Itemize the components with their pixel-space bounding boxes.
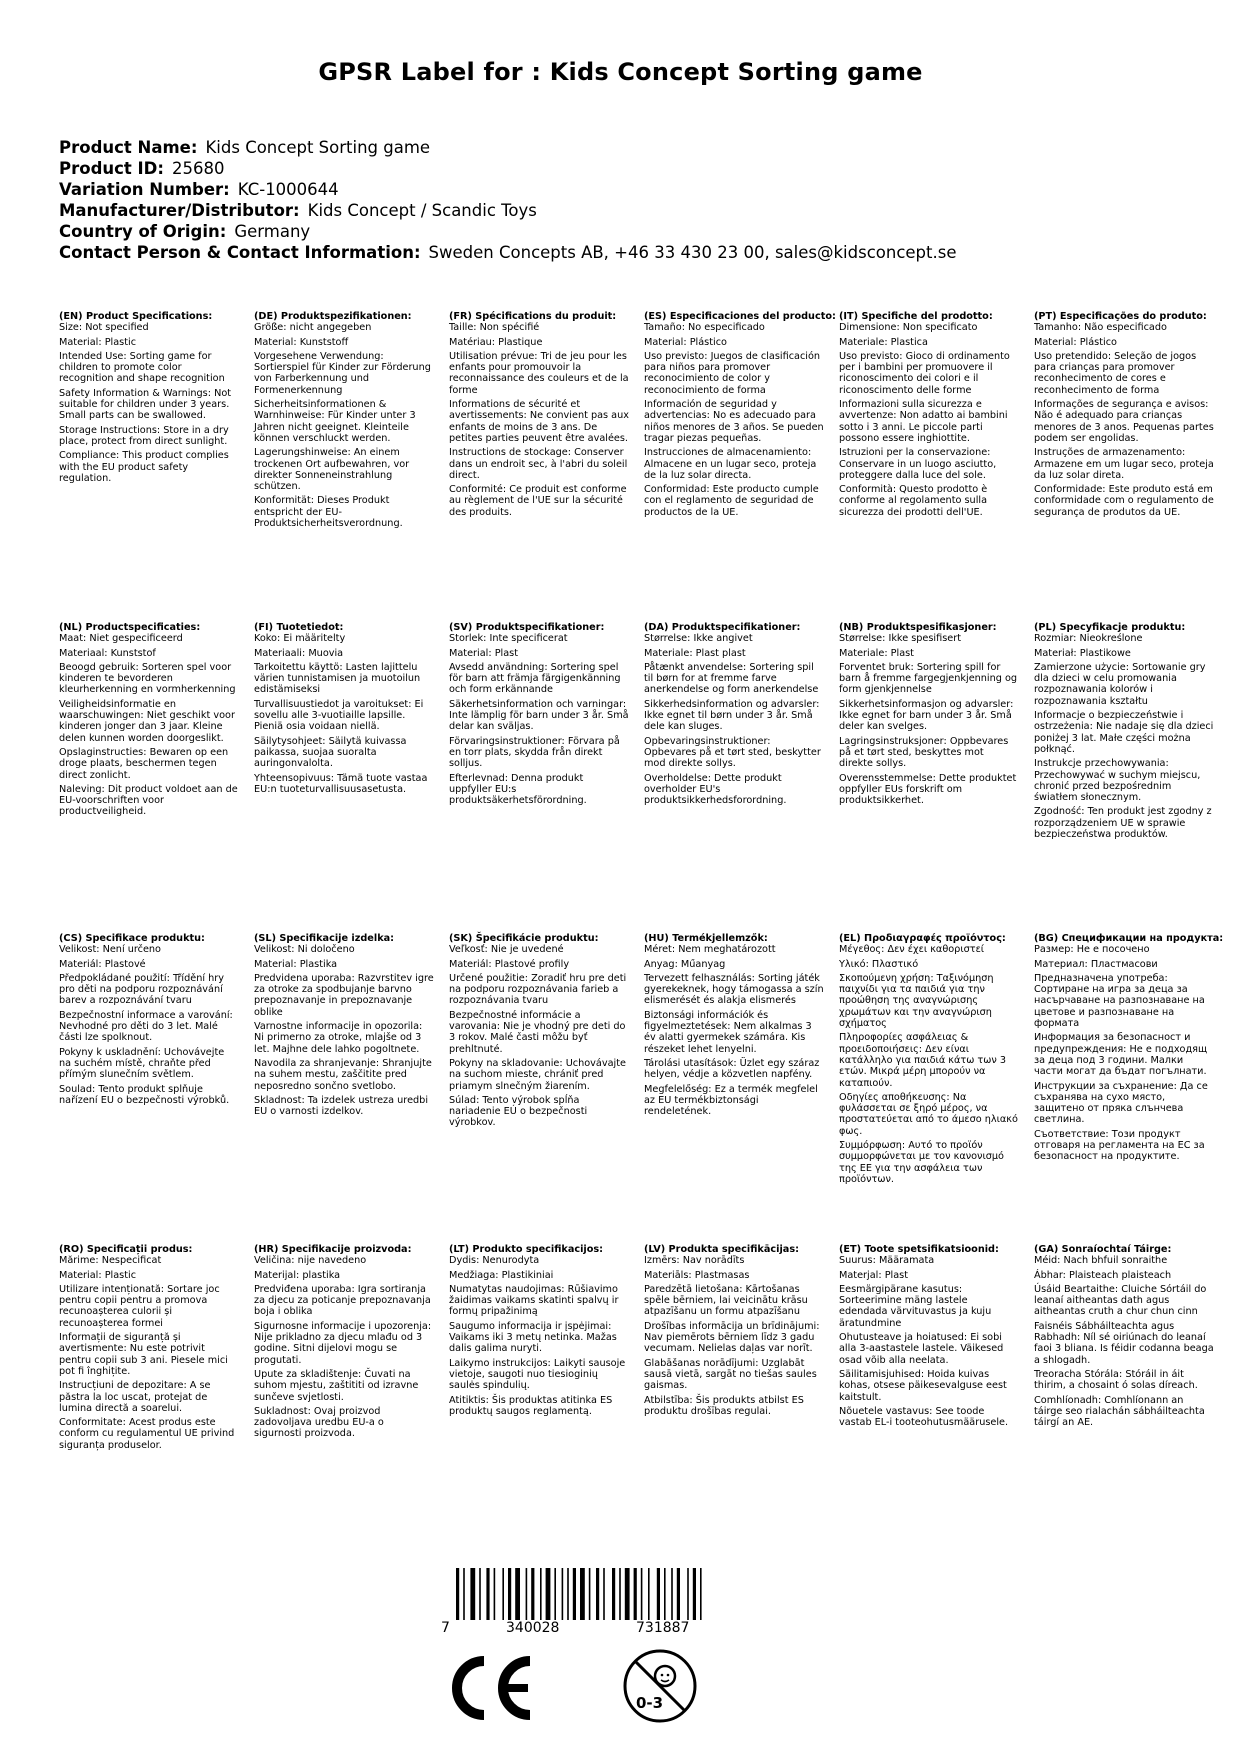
spec-line: Overholdelse: Dette produkt overholder EU's produktsikkerhedsforordning.: [644, 772, 787, 807]
barcode-bar: [470, 1568, 475, 1620]
barcode-bar: [648, 1568, 650, 1620]
spec-heading: (LT) Produkto specifikacijos:: [449, 1244, 604, 1255]
spec-block: [449, 1244, 629, 1420]
ce-mark-icon: [450, 1655, 534, 1721]
info-value: Germany: [234, 222, 311, 241]
spec-line: Größe: nicht angegeben: [254, 322, 372, 334]
info-value: Kids Concept / Scandic Toys: [307, 201, 537, 220]
spec-line: Méret: Nem meghatározott: [644, 944, 776, 956]
spec-heading: (IT) Specifiche del prodotto:: [839, 311, 993, 322]
spec-line: Størrelse: Ikke spesifisert: [839, 633, 962, 645]
spec-line: Tárolási utasítások: Üzlet egy száraz helyen, védje a közvetlen napfény.: [644, 1057, 820, 1081]
spec-line: Taille: Non spécifié: [449, 322, 540, 334]
spec-line: Vorgesehene Verwendung: Sortierspiel für Kinder zur Förderung von Farberkennung und Formenerkennung: [254, 350, 431, 396]
spec-line: Informații de siguranță și avertismente: Nu este potrivit pentru copii sub 3 ani. Piesele mici pot fi înghițite.: [59, 1332, 228, 1377]
spec-line: Skladnost: Ta izdelek ustreza uredbi EU o varnosti izdelkov.: [254, 1094, 429, 1118]
spec-block: [59, 1244, 239, 1454]
spec-heading: (EN) Product Specifications:: [59, 311, 213, 322]
spec-block: [1034, 311, 1214, 521]
spec-line: Información de seguridad y advertencias: No es adecuado para niños menores de 3 años. Se pueden tragar piezas pequeñas.: [644, 399, 824, 444]
info-row: [59, 200, 956, 221]
spec-line: Laikymo instrukcijos: Laikyti sausoje vietoje, saugoti nuo tiesioginių saulės spindulių.: [449, 1357, 626, 1392]
spec-heading: (PT) Especificações do produto:: [1034, 311, 1207, 322]
product-info: [59, 137, 956, 263]
spec-block: [449, 933, 629, 1132]
barcode-bar: [540, 1568, 542, 1620]
spec-line: Rozmiar: Nieokreślone: [1034, 633, 1143, 645]
spec-line: Upute za skladištenje: Čuvati na suhom mjestu, zaštititi od izravne sunčeve svjetlosti.: [254, 1368, 419, 1403]
spec-line: Uso previsto: Juegos de clasificación para niños para promover reconocimiento de color y reconocimiento de forma: [644, 350, 821, 396]
spec-line: Οδηγίες αποθήκευσης: Να φυλάσσεται σε ξηρό μέρος, να προστατεύεται από το άμεσο ηλιακό φως.: [839, 1091, 1018, 1137]
spec-line: Utilizare intenționată: Sortare joc pentru copii pentru a promova recunoașterea culorii și recunoașterea formei: [59, 1283, 220, 1329]
spec-line: Materiaal: Kunststof: [59, 647, 156, 659]
barcode-bar: [693, 1568, 696, 1620]
info-row: [59, 137, 956, 158]
barcode-bar: [677, 1568, 680, 1620]
spec-line: Úsáid Beartaithe: Cluiche Sórtáil do leanaí aitheantas dath agus aitheantas cruth a chur chun cinn: [1034, 1283, 1207, 1318]
spec-heading: (HR) Specifikacije proizvoda:: [254, 1244, 412, 1255]
spec-block: [59, 311, 239, 487]
barcode-bars-icon: [436, 1568, 736, 1620]
spec-line: Информация за безопасност и предупреждения: Не е подходящ за деца под 3 години. Малки части могат да бъдат погълнати.: [1034, 1032, 1208, 1078]
spec-line: Zgodność: Ten produkt jest zgodny z rozporządzeniem UE w sprawie bezpieczeństwa produktów.: [1034, 806, 1212, 841]
barcode-bar: [641, 1568, 643, 1620]
spec-heading: (RO) Specificații produs:: [59, 1244, 193, 1255]
spec-line: Materiale: Plastica: [839, 336, 928, 348]
spec-line: Υλικό: Πλαστικό: [839, 958, 919, 970]
spec-block: [254, 1244, 434, 1443]
spec-block: [449, 622, 629, 809]
barcode-bar: [580, 1568, 585, 1620]
spec-line: Predviđena uporaba: Igra sortiranja za djecu za poticanje prepoznavanja boja i oblika: [254, 1283, 431, 1318]
barcode: [436, 1568, 736, 1638]
spec-line: Naleving: Dit product voldoet aan de EU-voorschriften voor productveiligheid.: [59, 783, 238, 818]
spec-line: Bezpečnostní informace a varování: Nevhodné pro děti do 3 let. Malé části lze spolknout.: [59, 1009, 233, 1044]
barcode-bar: [515, 1568, 520, 1620]
spec-line: Méid: Nach bhfuil sonraithe: [1034, 1255, 1168, 1267]
spec-heading: (GA) Sonraíochtaí Táirge:: [1034, 1244, 1172, 1255]
spec-line: Conformitate: Acest produs este conform cu regulamentul UE privind siguranța produselor.: [59, 1417, 235, 1451]
spec-block: [839, 311, 1019, 521]
spec-line: Размер: Не е посочено: [1034, 944, 1150, 956]
spec-line: Navodila za shranjevanje: Shranjujte na suhem mestu, zaščitite pred neposredno sončno svetlobo.: [254, 1057, 432, 1092]
spec-line: Conformité: Ce produit est conforme au règlement de l'UE sur la sécurité des produits.: [449, 484, 627, 518]
spec-line: Materiale: Plast: [839, 647, 914, 659]
spec-line: Materiál: Plastové: [59, 958, 146, 970]
spec-line: Material: Plástico: [644, 336, 727, 348]
info-value: 25680: [171, 159, 225, 178]
spec-line: Beoogd gebruik: Sorteren spel voor kinderen te bevorderen kleurherkenning en vormherkenning: [59, 661, 236, 696]
info-row: [59, 158, 956, 179]
spec-line: Storage Instructions: Store in a dry place, protect from direct sunlight.: [59, 424, 229, 447]
spec-heading: (NB) Produktspesifikasjoner:: [839, 622, 997, 633]
spec-line: Sikkerhetsinformasjon og advarsler: Ikke egnet for barn under 3 år. Små deler kan svelges.: [839, 698, 1014, 733]
spec-line: Material: Plast: [449, 647, 519, 659]
barcode-bar: [657, 1568, 660, 1620]
spec-line: Μέγεθος: Δεν έχει καθοριστεί: [839, 944, 985, 956]
spec-line: Súlad: Tento výrobok spĺňa nariadenie EÚ o bezpečnosti výrobkov.: [449, 1094, 588, 1129]
spec-line: Informações de segurança e avisos: Não é adequado para crianças menores de 3 anos. Pequenas partes podem ser engolidas.: [1034, 399, 1214, 444]
not-for-under-3-icon: [622, 1648, 698, 1724]
spec-heading: (EL) Προδιαγραφές προϊόντος:: [839, 933, 1006, 944]
barcode-bar: [554, 1568, 556, 1620]
spec-block: [1034, 933, 1224, 1166]
info-row: [59, 221, 956, 242]
info-label: Manufacturer/Distributor:: [59, 201, 300, 220]
barcode-digits-middle: 340028: [506, 1620, 560, 1636]
spec-line: Lagringsinstruksjoner: Oppbevares på et tørt sted, beskyttes mot direkte sollys.: [839, 735, 1009, 770]
spec-line: Materiaali: Muovia: [254, 647, 344, 659]
spec-line: Sukladnost: Ovaj proizvod zadovoljava uredbu EU-a o sigurnosti proizvoda.: [254, 1405, 384, 1440]
spec-line: Atbilstība: Šis produkts atbilst ES produktu drošības regulai.: [644, 1394, 804, 1417]
spec-line: Drošības informācija un brīdinājumi: Nav piemērots bērniem līdz 3 gadu vecumam. Nelielas daļas var norīt.: [644, 1320, 820, 1355]
spec-line: Instrukcje przechowywania: Przechowywać w suchym miejscu, chronić przed bezpośrednim światłem słonecznym.: [1034, 758, 1201, 804]
spec-line: Yhteensopivuus: Tämä tuote vastaa EU:n tuoteturvallisuusasetusta.: [254, 772, 428, 795]
age-label: 0-3: [636, 1694, 664, 1712]
spec-line: Предназначена употреба: Сортиране на игра за деца за насърчаване на разпознаване на цветове и разпознаване на формата: [1034, 972, 1205, 1030]
info-row: [59, 179, 956, 200]
spec-line: Materiale: Plast plast: [644, 647, 746, 659]
barcode-bar: [625, 1568, 630, 1620]
spec-line: Instrucțiuni de depozitare: A se păstra la loc uscat, protejat de lumina directă a soarelui.: [59, 1380, 211, 1414]
spec-line: Paredzētā lietošana: Kārtošanas spēle bērniem, lai veicinātu krāsu atpazīšanu un formu atpazīšanu: [644, 1283, 808, 1318]
barcode-bar: [671, 1568, 673, 1620]
spec-line: Pokyny na skladovanie: Uchovávajte na suchom mieste, chrániť pred priamym slnečným žiarením.: [449, 1057, 626, 1092]
page-title: GPSR Label for : Kids Concept Sorting game: [318, 58, 923, 86]
spec-line: Předpokládané použití: Třídění hry pro děti na podporu rozpoznávání barev a rozpoznávání tvaru: [59, 972, 224, 1007]
spec-line: Uso previsto: Gioco di ordinamento per i bambini per promuovere il riconoscimento dei colori e il riconoscimento delle forme: [839, 350, 1010, 396]
spec-block: [59, 622, 239, 821]
spec-line: Materjal: Plast: [839, 1269, 909, 1281]
spec-block: [254, 622, 434, 798]
barcode-bar: [486, 1568, 489, 1620]
spec-heading: (FR) Spécifications du produit:: [449, 311, 617, 322]
spec-block: [449, 311, 629, 521]
spec-line: Treoracha Stórála: Stóráil in áit thirim, a chosaint ó solas díreach.: [1034, 1368, 1198, 1392]
spec-line: Material: Plastika: [254, 958, 338, 970]
spec-block: [59, 933, 239, 1109]
spec-heading: (DA) Produktspecifikationer:: [644, 622, 801, 633]
spec-block: [1034, 1244, 1214, 1431]
barcode-bar: [596, 1568, 599, 1620]
barcode-bar: [619, 1568, 621, 1620]
spec-block: [644, 933, 824, 1120]
spec-line: Σκοπούμενη χρήση: Ταξινόμηση παιχνίδι για τα παιδιά για την προώθηση της αναγνώρισης χρωμάτων και την αναγνώριση σχήματος: [839, 972, 994, 1030]
spec-heading: (DE) Produktspezifikationen:: [254, 311, 412, 322]
spec-line: Opslaginstructies: Bewaren op een droge plaats, beschermen tegen direct zonlicht.: [59, 746, 229, 781]
spec-line: Istruzioni per la conservazione: Conservare in un luogo asciutto, proteggere dalla luce del sole.: [839, 447, 997, 481]
info-label: Country of Origin:: [59, 222, 227, 241]
spec-line: Veľkosť: Nie je uvedené: [449, 944, 564, 956]
spec-heading: (SV) Produktspecifikationer:: [449, 622, 605, 633]
spec-line: Utilisation prévue: Tri de jeu pour les enfants pour promouvoir la reconnaissance des couleurs et de la forme: [449, 350, 629, 396]
spec-line: Mărime: Nespecificat: [59, 1255, 162, 1267]
spec-line: Dimensione: Non specificato: [839, 322, 978, 334]
spec-line: Informacje o bezpieczeństwie i ostrzeżenia: Nie nadaje się dla dzieci poniżej 3 lat. Małe części można połknąć.: [1034, 710, 1214, 755]
barcode-bar: [700, 1568, 702, 1620]
spec-line: Biztonsági információk és figyelmeztetések: Nem alkalmas 3 év alatti gyermekek számára. Kis részeket lehet lenyelni.: [644, 1009, 812, 1055]
spec-line: Matériau: Plastique: [449, 336, 543, 348]
barcode-bar: [562, 1568, 564, 1620]
info-value: Kids Concept Sorting game: [205, 138, 431, 157]
spec-line: Suurus: Määramata: [839, 1255, 935, 1267]
spec-line: Avsedd användning: Sortering spel för barn att främja färgigenkänning och form erkännande: [449, 661, 621, 696]
spec-line: Veličina: nije navedeno: [254, 1255, 367, 1267]
spec-line: Forventet bruk: Sortering spill for barn å fremme fargegjenkjenning og form gjenkjennelse: [839, 661, 1018, 696]
spec-line: Varnostne informacije in opozorila: Ni primerno za otroke, mlajše od 3 let. Majhne dele lahko pogoltnete.: [254, 1021, 423, 1055]
spec-heading: (LV) Produkta specifikācijas:: [644, 1244, 799, 1255]
spec-line: Conformità: Questo prodotto è conforme al regolamento sulla sicurezza dei prodotti dell'UE.: [839, 484, 988, 518]
spec-line: Velikost: Není určeno: [59, 944, 161, 956]
barcode-bar: [546, 1568, 551, 1620]
spec-line: Megfelelőség: Ez a termék megfelel az EU termékbiztonsági rendeletének.: [644, 1083, 818, 1118]
spec-block: [1034, 622, 1214, 843]
spec-line: Dydis: Nenurodyta: [449, 1255, 540, 1267]
spec-block: [839, 933, 1019, 1188]
spec-line: Anyag: Műanyag: [644, 958, 726, 970]
barcode-bar: [456, 1568, 459, 1620]
spec-line: Størrelse: Ikke angivet: [644, 633, 753, 645]
spec-line: Velikost: Ni določeno: [254, 944, 355, 956]
spec-block: [254, 933, 434, 1120]
spec-line: Material: Plastic: [59, 336, 137, 348]
spec-line: Instrucciones de almacenamiento: Almacene en un lugar seco, proteja de la luz solar directa.: [644, 447, 817, 481]
barcode-bar: [479, 1568, 481, 1620]
spec-line: Glabāšanas norādījumi: Uzglabāt sausā vietā, sargāt no tiešas saules gaismas.: [644, 1357, 817, 1392]
spec-line: Påtænkt anvendelse: Sortering spil til børn for at fremme farve anerkendelse og form anerkendelse: [644, 661, 819, 696]
spec-line: Numatytas naudojimas: Rūšiavimo žaidimas vaikams skatinti spalvų ir formų pripažinimą: [449, 1283, 619, 1318]
spec-line: Informations de sécurité et avertissements: Ne convient pas aux enfants de moins de 3 ans. De petites parties peuvent être avalées.: [449, 399, 629, 444]
spec-line: Efterlevnad: Denna produkt uppfyller EU:s produktsäkerhetsförordning.: [449, 772, 587, 807]
spec-heading: (HU) Termékjellemzők:: [644, 933, 768, 944]
info-label: Product Name:: [59, 138, 198, 157]
info-label: Variation Number:: [59, 180, 230, 199]
spec-line: Informazioni sulla sicurezza e avvertenze: Non adatto ai bambini sotto i 3 anni. Le piccole parti possono essere inghiottite.: [839, 399, 1008, 444]
spec-line: Πληροφορίες ασφάλειας & προειδοποιήσεις: Δεν είναι κατάλληλο για παιδιά κάτω των 3 ετών. Μικρά μέρη μπορούν να καταπιούν.: [839, 1032, 1007, 1089]
spec-line: Zamierzone użycie: Sortowanie gry dla dzieci w celu promowania rozpoznawania kolorów i rozpoznawania kształtu: [1034, 661, 1206, 707]
spec-heading: (NL) Productspecificaties:: [59, 622, 201, 633]
spec-line: Materijal: plastika: [254, 1269, 341, 1281]
spec-line: Opbevaringsinstruktioner: Opbevares på et tørt sted, beskytter mod direkte sollys.: [644, 735, 821, 770]
barcode-bar: [664, 1568, 666, 1620]
spec-line: Určené použitie: Zoradiť hru pre deti na podporu rozpoznávania farieb a rozpoznávania tvaru: [449, 972, 627, 1007]
spec-line: Ohutusteave ja hoiatused: Ei sobi alla 3-aastastele lastele. Väikesed osad võib alla neelata.: [839, 1332, 1004, 1366]
spec-line: Materiál: Plastové profily: [449, 958, 570, 970]
spec-line: Материал: Пластмасови: [1034, 958, 1158, 970]
spec-line: Säilitamisjuhised: Hoida kuivas kohas, otsese päikesevalguse eest kaitstult.: [839, 1368, 1007, 1403]
spec-heading: (PL) Specyfikacje produktu:: [1034, 622, 1186, 633]
spec-heading: (CS) Specifikace produktu:: [59, 933, 205, 944]
spec-line: Uso pretendido: Seleção de jogos para crianças para promover reconhecimento de cores e reconhecimento de forma: [1034, 350, 1197, 396]
spec-heading: (BG) Спецификации на продукта:: [1034, 933, 1224, 944]
barcode-bar: [531, 1568, 534, 1620]
spec-line: Sikkerhedsinformation og advarsler: Ikke egnet til børn under 3 år. Små dele kan sluges.: [644, 698, 820, 733]
spec-line: Size: Not specified: [59, 322, 149, 334]
spec-line: Tarkoitettu käyttö: Lasten lajittelu värien tunnistamisen ja muotoilun edistämiseksi: [254, 661, 421, 696]
barcode-bar: [494, 1568, 496, 1620]
spec-line: Instruções de armazenamento: Armazene em um lugar seco, proteja da luz solar direta.: [1034, 447, 1214, 481]
barcode-bar: [634, 1568, 637, 1620]
spec-line: Συμμόρφωση: Αυτό το προϊόν συμμορφώνεται με τον κανονισμό της ΕΕ για την ασφάλεια των προϊόντων.: [839, 1140, 1004, 1185]
spec-line: Pokyny k uskladnění: Uchovávejte na suchém místě, chraňte před přímým slunečním světlem.: [59, 1046, 225, 1081]
spec-line: Lagerungshinweise: An einem trockenen Ort aufbewahren, vor direkter Sonneneinstrahlung schützen.: [254, 447, 410, 493]
spec-line: Съответствие: Този продукт отговаря на регламента на ЕС за безопасност на продуктите.: [1034, 1128, 1205, 1163]
spec-line: Sigurnosne informacije i upozorenja: Nije prikladno za djecu mlađu od 3 godine. Sitni dijelovi mogu se progutati.: [254, 1320, 432, 1366]
info-label: Contact Person & Contact Information:: [59, 243, 421, 262]
barcode-bar: [687, 1568, 689, 1620]
spec-line: Maat: Niet gespecificeerd: [59, 633, 183, 645]
barcode-bar: [463, 1568, 465, 1620]
spec-block: [839, 1244, 1019, 1431]
spec-line: Compliance: This product complies with the EU product safety regulation.: [59, 450, 229, 484]
barcode-bar: [612, 1568, 615, 1620]
spec-block: [644, 311, 836, 521]
spec-line: Tamaño: No especificado: [644, 322, 765, 334]
spec-line: Förvaringsinstruktioner: Förvara på en torr plats, skydda från direkt solljus.: [449, 735, 620, 770]
spec-line: Ábhar: Plaisteach plaisteach: [1034, 1269, 1172, 1281]
spec-heading: (FI) Tuotetiedot:: [254, 622, 344, 633]
spec-line: Overensstemmelse: Dette produktet oppfyller EUs forskrift om produktsikkerhet.: [839, 772, 1017, 807]
barcode-bar: [573, 1568, 576, 1620]
spec-line: Nõuetele vastavus: See toode vastab EL-i tooteohutusmäärusele.: [839, 1405, 1009, 1429]
spec-line: Safety Information & Warnings: Not suitable for children under 3 years. Small parts can be swallowed.: [59, 387, 232, 422]
spec-line: Bezpečnostné informácie a varovania: Nie je vhodný pre deti do 3 rokov. Malé časti môžu byť prehltnuté.: [449, 1009, 626, 1055]
spec-line: Material: Plástico: [1034, 336, 1117, 348]
spec-line: Инструкции за съхранение: Да се съхранява на сухо място, защитено от пряка слънчева светлина.: [1034, 1080, 1208, 1126]
spec-line: Conformidade: Este produto está em conformidade com o regulamento de segurança de produtos da UE.: [1034, 484, 1214, 518]
spec-line: Atitiktis: Šis produktas atitinka ES produktų saugos reglamentą.: [449, 1394, 613, 1417]
info-label: Product ID:: [59, 159, 164, 178]
spec-line: Storlek: Inte specificerat: [449, 633, 568, 645]
barcode-bar: [508, 1568, 511, 1620]
spec-line: Veiligheidsinformatie en waarschuwingen: Niet geschikt voor kinderen jonger dan 3 jaar. Kleine delen kunnen worden doorgeslikt.: [59, 698, 235, 744]
spec-line: Material: Plastic: [59, 1269, 137, 1281]
spec-block: [254, 311, 434, 532]
spec-line: Materiał: Plastikowe: [1034, 647, 1131, 659]
spec-line: Konformität: Dieses Produkt entspricht der EU-Produktsicherheitsverordnung.: [254, 495, 403, 530]
spec-line: Predvidena uporaba: Razvrstitev igre za otroke za spodbujanje barvno prepoznavanje in prepoznavanje oblike: [254, 972, 434, 1018]
spec-block: [644, 622, 824, 809]
info-row: [59, 242, 956, 263]
spec-line: Säkerhetsinformation och varningar: Inte lämplig för barn under 3 år. Små delar kan sväljas.: [449, 698, 629, 733]
spec-line: Faisnéis Sábháilteachta agus Rabhadh: Níl sé oiriúnach do leanaí faoi 3 bliana. Is féidir codanna beaga a shlogadh.: [1034, 1320, 1214, 1366]
spec-line: Eesmärgipärane kasutus: Sorteerimine mäng lastele edendada värvituvastus ja kuju äratundmine: [839, 1283, 992, 1329]
spec-line: Sicherheitsinformationen & Warnhinweise: Für Kinder unter 3 Jahren nicht geeignet. Kleinteile können verschluckt werden.: [254, 399, 416, 444]
info-value: Sweden Concepts AB, +46 33 430 23 00, sales@kidsconcept.se: [428, 243, 957, 262]
barcode-bar: [502, 1568, 504, 1620]
spec-line: Materiāls: Plastmasas: [644, 1269, 750, 1281]
spec-line: Medžiaga: Plastikiniai: [449, 1269, 554, 1281]
spec-heading: (ES) Especificaciones del producto:: [644, 311, 836, 322]
spec-block: [839, 622, 1019, 809]
spec-line: Koko: Ei määritelty: [254, 633, 346, 645]
spec-line: Izmērs: Nav norādīts: [644, 1255, 745, 1267]
barcode-bar: [526, 1568, 528, 1620]
spec-heading: (SK) Špecifikácie produktu:: [449, 933, 599, 944]
barcode-bar: [567, 1568, 569, 1620]
barcode-digit-first: 7: [441, 1620, 450, 1636]
spec-line: Turvallisuustiedot ja varoitukset: Ei sovellu alle 3-vuotiaille lapsille. Pieniä osia voidaan niellä.: [254, 698, 424, 733]
spec-line: Tervezett felhasználás: Sorting játék gyerekeknek, hogy támogassa a szín elismerését és alakja elismerés: [644, 972, 824, 1007]
spec-line: Conformidad: Este producto cumple con el reglamento de seguridad de productos de la UE.: [644, 484, 819, 518]
info-value: KC-1000644: [237, 180, 339, 199]
spec-line: Saugumo informacija ir įspėjimai: Vaikams iki 3 metų netinka. Mažas dalis galima nuryti.: [449, 1320, 617, 1355]
spec-line: Säilytysohjeet: Säilytä kuivassa paikassa, suojaa suoralta auringonvalolta.: [254, 735, 407, 770]
spec-line: Soulad: Tento produkt splňuje nařízení EU o bezpečnosti výrobků.: [59, 1083, 230, 1106]
spec-heading: (SL) Specifikacije izdelka:: [254, 933, 395, 944]
spec-block: [644, 1244, 824, 1420]
spec-line: Intended Use: Sorting game for children to promote color recognition and shape recognition: [59, 350, 225, 385]
spec-line: Material: Kunststoff: [254, 336, 349, 348]
spec-line: Instructions de stockage: Conserver dans un endroit sec, à l'abri du soleil direct.: [449, 447, 628, 481]
barcode-bar: [589, 1568, 591, 1620]
spec-line: Tamanho: Não especificado: [1034, 322, 1167, 334]
barcode-bar: [603, 1568, 605, 1620]
spec-heading: (ET) Toote spetsifikatsioonid:: [839, 1244, 999, 1255]
spec-line: Comhlíonadh: Comhlíonann an táirge seo rialachán sábháilteachta táirgí an AE.: [1034, 1394, 1205, 1429]
barcode-digits-last: 731887: [636, 1620, 690, 1636]
